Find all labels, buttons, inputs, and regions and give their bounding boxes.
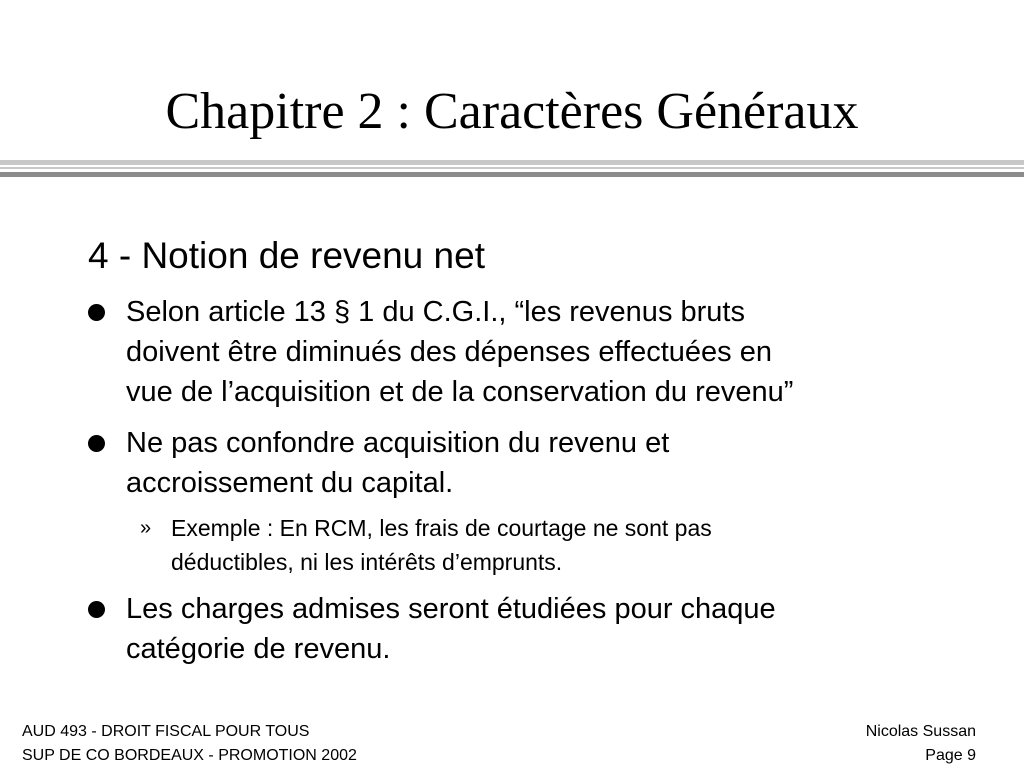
bullet-text-1 xyxy=(126,292,793,412)
footer-author-info xyxy=(866,720,976,768)
bullet-dot-icon xyxy=(88,601,105,618)
slide-title: Chapitre 2 : Caractères Généraux xyxy=(165,83,859,140)
bullet-text-2 xyxy=(126,423,669,503)
bullet-text-3 xyxy=(126,589,776,669)
footer-page-number: Page 9 xyxy=(925,747,976,764)
sub-item-line: déductibles, ni les intérêts d’emprunts. xyxy=(171,549,563,575)
bullet-line: Ne pas confondre acquisition du revenu et xyxy=(126,427,670,459)
footer-course-info xyxy=(22,720,357,768)
sub-bullet-marker-icon: » xyxy=(140,517,152,539)
title-divider-top xyxy=(0,160,1024,165)
bullet-line: Selon article 13 § 1 du C.G.I., “les revenus bruts xyxy=(126,296,745,328)
section-heading: 4 - Notion de revenu net xyxy=(88,235,485,276)
bullet-line: Les charges admises seront étudiées pour chaque xyxy=(126,593,776,625)
bullet-line: catégorie de revenu. xyxy=(126,633,391,665)
footer-course-title: AUD 493 - DROIT FISCAL POUR TOUS xyxy=(22,723,310,740)
sub-item-text xyxy=(171,511,712,579)
bullet-dot-icon xyxy=(88,304,105,321)
bullet-line: doivent être diminués des dépenses effectuées en xyxy=(126,336,772,368)
title-divider-bottom xyxy=(0,172,1024,177)
footer-author: Nicolas Sussan xyxy=(865,723,976,740)
bullet-line: vue de l’acquisition et de la conservation du revenu” xyxy=(126,376,794,408)
bullet-dot-icon xyxy=(88,435,105,452)
bullet-line: accroissement du capital. xyxy=(126,467,454,499)
sub-item-line: Exemple : En RCM, les frais de courtage ne sont pas xyxy=(171,515,712,541)
title-divider-middle xyxy=(0,167,1024,169)
footer-school: SUP DE CO BORDEAUX - PROMOTION 2002 xyxy=(22,747,357,764)
